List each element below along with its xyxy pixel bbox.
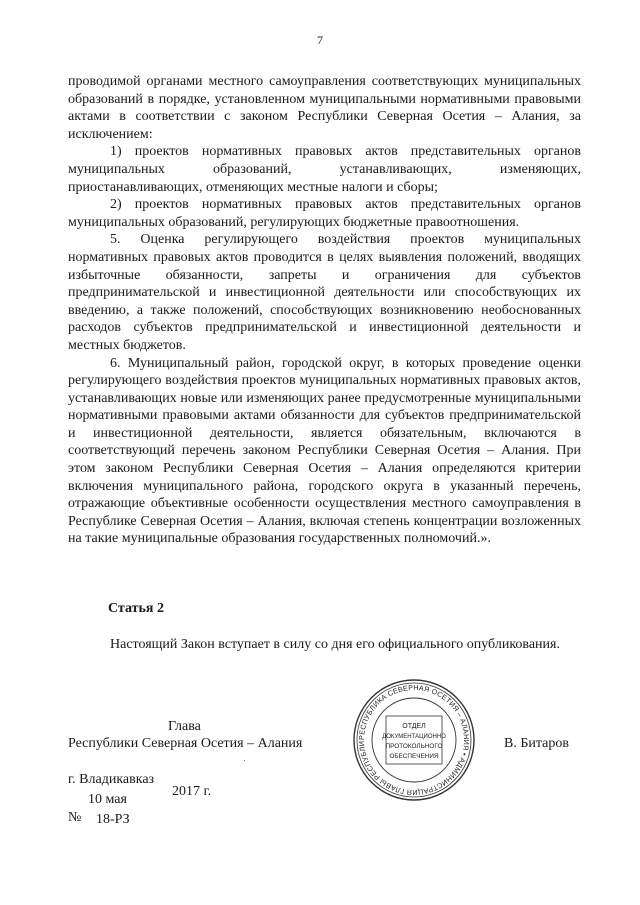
- handwritten-date: 10 мая: [88, 792, 127, 807]
- signature-title-line2: Республики Северная Осетия – Алания: [68, 736, 303, 751]
- official-seal: [352, 678, 476, 802]
- paragraph-item-6: 6. Муниципальный район, городской округ, в которых проведение оценки регулирующего воздействия проектов муниципальных нормативных правовых актов, устанавливающих новые или изменяющих ранее предусмотренные муниципальными нормативными правовыми актами обязанности для субъектов предпринимательской и инвестиционной деятельности, является обязательным, включаются в соответствующий перечень законом Республики Северная Осетия – Алания. При этом законом Республики Северная Осетия – Алания определяются критерии включения муниципального района, городского округа в указанный перечень, отражающие объективные особенности осуществления местного самоуправления в Республике Северная Осетия – Алания, включая степень концентрации возложенных на такие муниципальные образования государственных полномочий.».: [68, 355, 581, 547]
- page-number: 7: [317, 33, 323, 47]
- seal-icon: [352, 678, 476, 802]
- seal-center-line2: ДОКУМЕНТАЦИОННО: [382, 734, 446, 740]
- seal-center-line4: ОБЕСПЕЧЕНИЯ: [389, 753, 439, 760]
- final-text: Настоящий Закон вступает в силу со дня его официального опубликования.: [110, 637, 560, 652]
- paragraph-continuation: проводимой органами местного самоуправления соответствующих муниципальных образований в порядке, установленном муниципальными нормативными правовыми актами в соответствии с законом Республики Северная Осетия – Алания, за исключением:: [68, 74, 581, 142]
- stray-mark: [244, 760, 245, 761]
- paragraph-item-5: 5. Оценка регулирующего воздействия проектов муниципальных нормативных правовых актов проводится в целях выявления положений, вводящих избыточные обязанности, запреты и ограничения для субъектов предпринимательской и инвестиционной деятельности или способствующих их введению, а также положений, способствующих возникновению необоснованных расходов субъектов предпринимательской и инвестиционной деятельности и местных бюджетов.: [68, 232, 581, 353]
- place-of-signing: г. Владикавказ: [68, 772, 155, 787]
- final-paragraph: [68, 636, 581, 654]
- paragraph-exception-2: 2) проектов нормативных правовых актов представительных органов муниципальных образований, регулирующих бюджетные правоотношения.: [68, 197, 581, 230]
- number-sign: №: [68, 810, 82, 825]
- handwritten-number: 18-РЗ: [96, 812, 130, 827]
- seal-center-line1: ОТДЕЛ: [402, 723, 426, 730]
- year: 2017 г.: [172, 784, 212, 799]
- document-body: [68, 73, 581, 548]
- seal-center-line3: ПРОТОКОЛЬНОГО: [385, 743, 443, 750]
- seal-ring-text: РЕСПУБЛИКА СЕВЕРНАЯ ОСЕТИЯ – АЛАНИЯ • АДМИНИСТРАЦИЯ ГЛАВЫ РЕСПУБЛИ: [356, 682, 472, 798]
- signature-title-line1: Глава: [168, 719, 201, 734]
- signature-name: В. Битаров: [504, 736, 569, 751]
- paragraph-exception-1: 1) проектов нормативных правовых актов представительных органов муниципальных образований, устанавливающих, изменяющих, приостанавливающих, отменяющих местные налоги и сборы;: [68, 144, 581, 195]
- article-title: Статья 2: [108, 601, 164, 616]
